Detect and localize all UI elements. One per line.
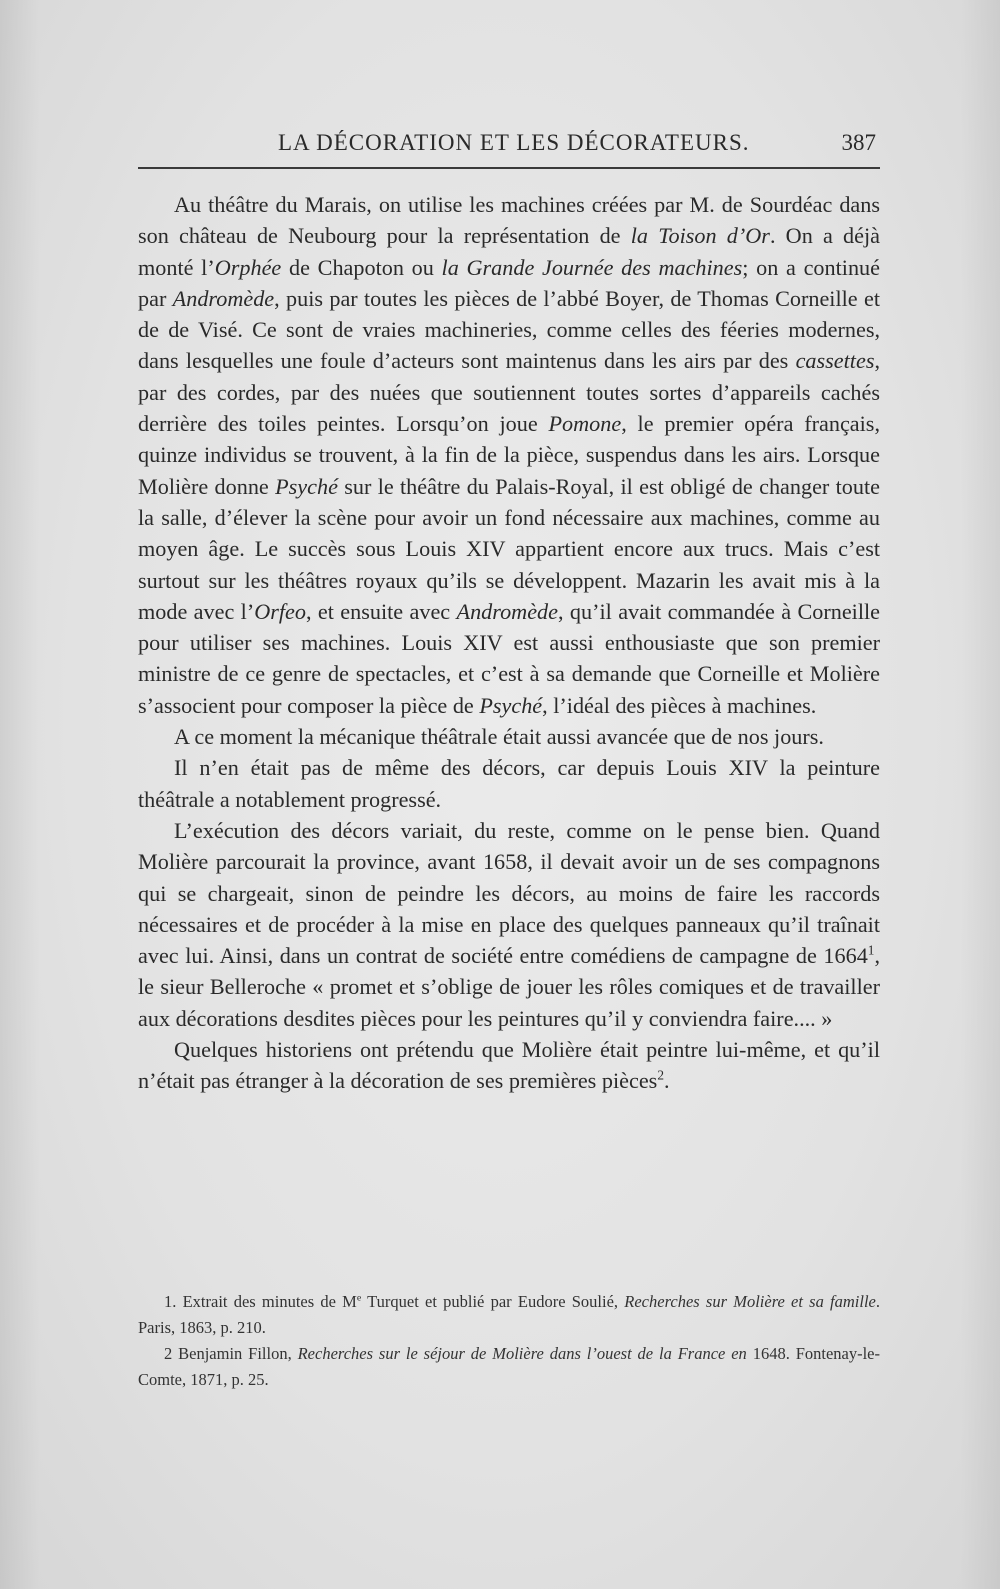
paragraph-1: Au théâtre du Marais, on utilise les machines créées par M. de Sourdéac dans son château de Neubourg pour la représentation de la Toison d’Or. On a déjà monté l’Orphée de Chapoton ou la Grande Journée des machines; on a continué par Andromède, puis par toutes les pièces de l’abbé Boyer, de Thomas Corneille et de de Visé. Ce sont de vraies machineries, comme celles des féeries modernes, dans lesquelles une foule d’acteurs sont maintenus dans les airs par des cassettes, par des cordes, par des nuées que soutiennent toutes sortes d’appareils cachés derrière des toiles peintes. Lorsqu’on joue Pomone, le premier opéra français, quinze individus se trouvent, à la fin de la pièce, suspendus dans les airs. Lorsque Molière donne Psyché sur le théâtre du Palais-Royal, il est obligé de changer toute la salle, d’élever la scène pour avoir un fond nécessaire aux machines, comme au moyen âge. Le succès sous Louis XIV appartient encore aux trucs. Mais c’est surtout sur les théâtres royaux qu’ils se développent. Mazarin les avait mis à la mode avec l’Orfeo, et ensuite avec Andromède, qu’il avait commandée à Corneille pour utiliser ses machines. Louis XIV est aussi enthousiaste que son premier ministre de ce genre de spectacles, et c’est à sa demande que Corneille et Molière s’associent pour composer la pièce de Psyché, l’idéal des pièces à machines.	[138, 192, 881, 718]
paragraph-4: L’exécution des décors variait, du reste, comme on le pense bien. Quand Molière parcourait la province, avant 1658, il devait avoir un de ses compagnons qui se chargeait, sinon de peindre les décors, au moins de faire les raccords nécessaires et de procéder à la mise en place des quelques panneaux qu’il traînait avec lui. Ainsi, dans un contrat de société entre comédiens de campagne de 1664$^1$, le sieur Belleroche « promet et s’oblige de jouer les rôles comiques et de travailler aux décorations desdites pièces pour les peintures qu’il y conviendra faire.... »	[138, 817, 880, 1031]
footnote-ref-2: 2	[657, 1067, 664, 1083]
page-number: 387	[841, 130, 876, 155]
paragraph-3: Il n’en était pas de même des décors, car depuis Louis XIV la peinture théâtrale a notablement progressé.	[138, 755, 880, 812]
page-edge-shadow-right	[960, 0, 1000, 1589]
running-title: LA DÉCORATION ET LES DÉCORATEURS.	[278, 130, 750, 155]
footnote-1: 1. Extrait des minutes de Me Turquet et publié par Eudore Soulié, Recherches sur Molière et sa famille. Paris, 1863, p. 210.	[138, 1292, 881, 1337]
body-text	[138, 189, 880, 1097]
paragraph-5: Quelques historiens ont prétendu que Molière était peintre lui-même, et qu’il n’était pas étranger à la décoration de ses premières pièces$^2$.	[138, 1037, 880, 1094]
page-header	[138, 126, 880, 166]
footnotes	[138, 1289, 880, 1393]
footnote-ref-1: 1	[867, 942, 875, 958]
footnote-2: 2 Benjamin Fillon, Recherches sur le séjour de Molière dans l’ouest de la France en 1648. Fontenay-le-Comte, 1871, p. 25.	[138, 1344, 880, 1389]
header-rule	[138, 167, 880, 169]
page-edge-shadow-left	[0, 0, 40, 1589]
paragraph-2: A ce moment la mécanique théâtrale était aussi avancée que de nos jours.	[174, 724, 824, 750]
